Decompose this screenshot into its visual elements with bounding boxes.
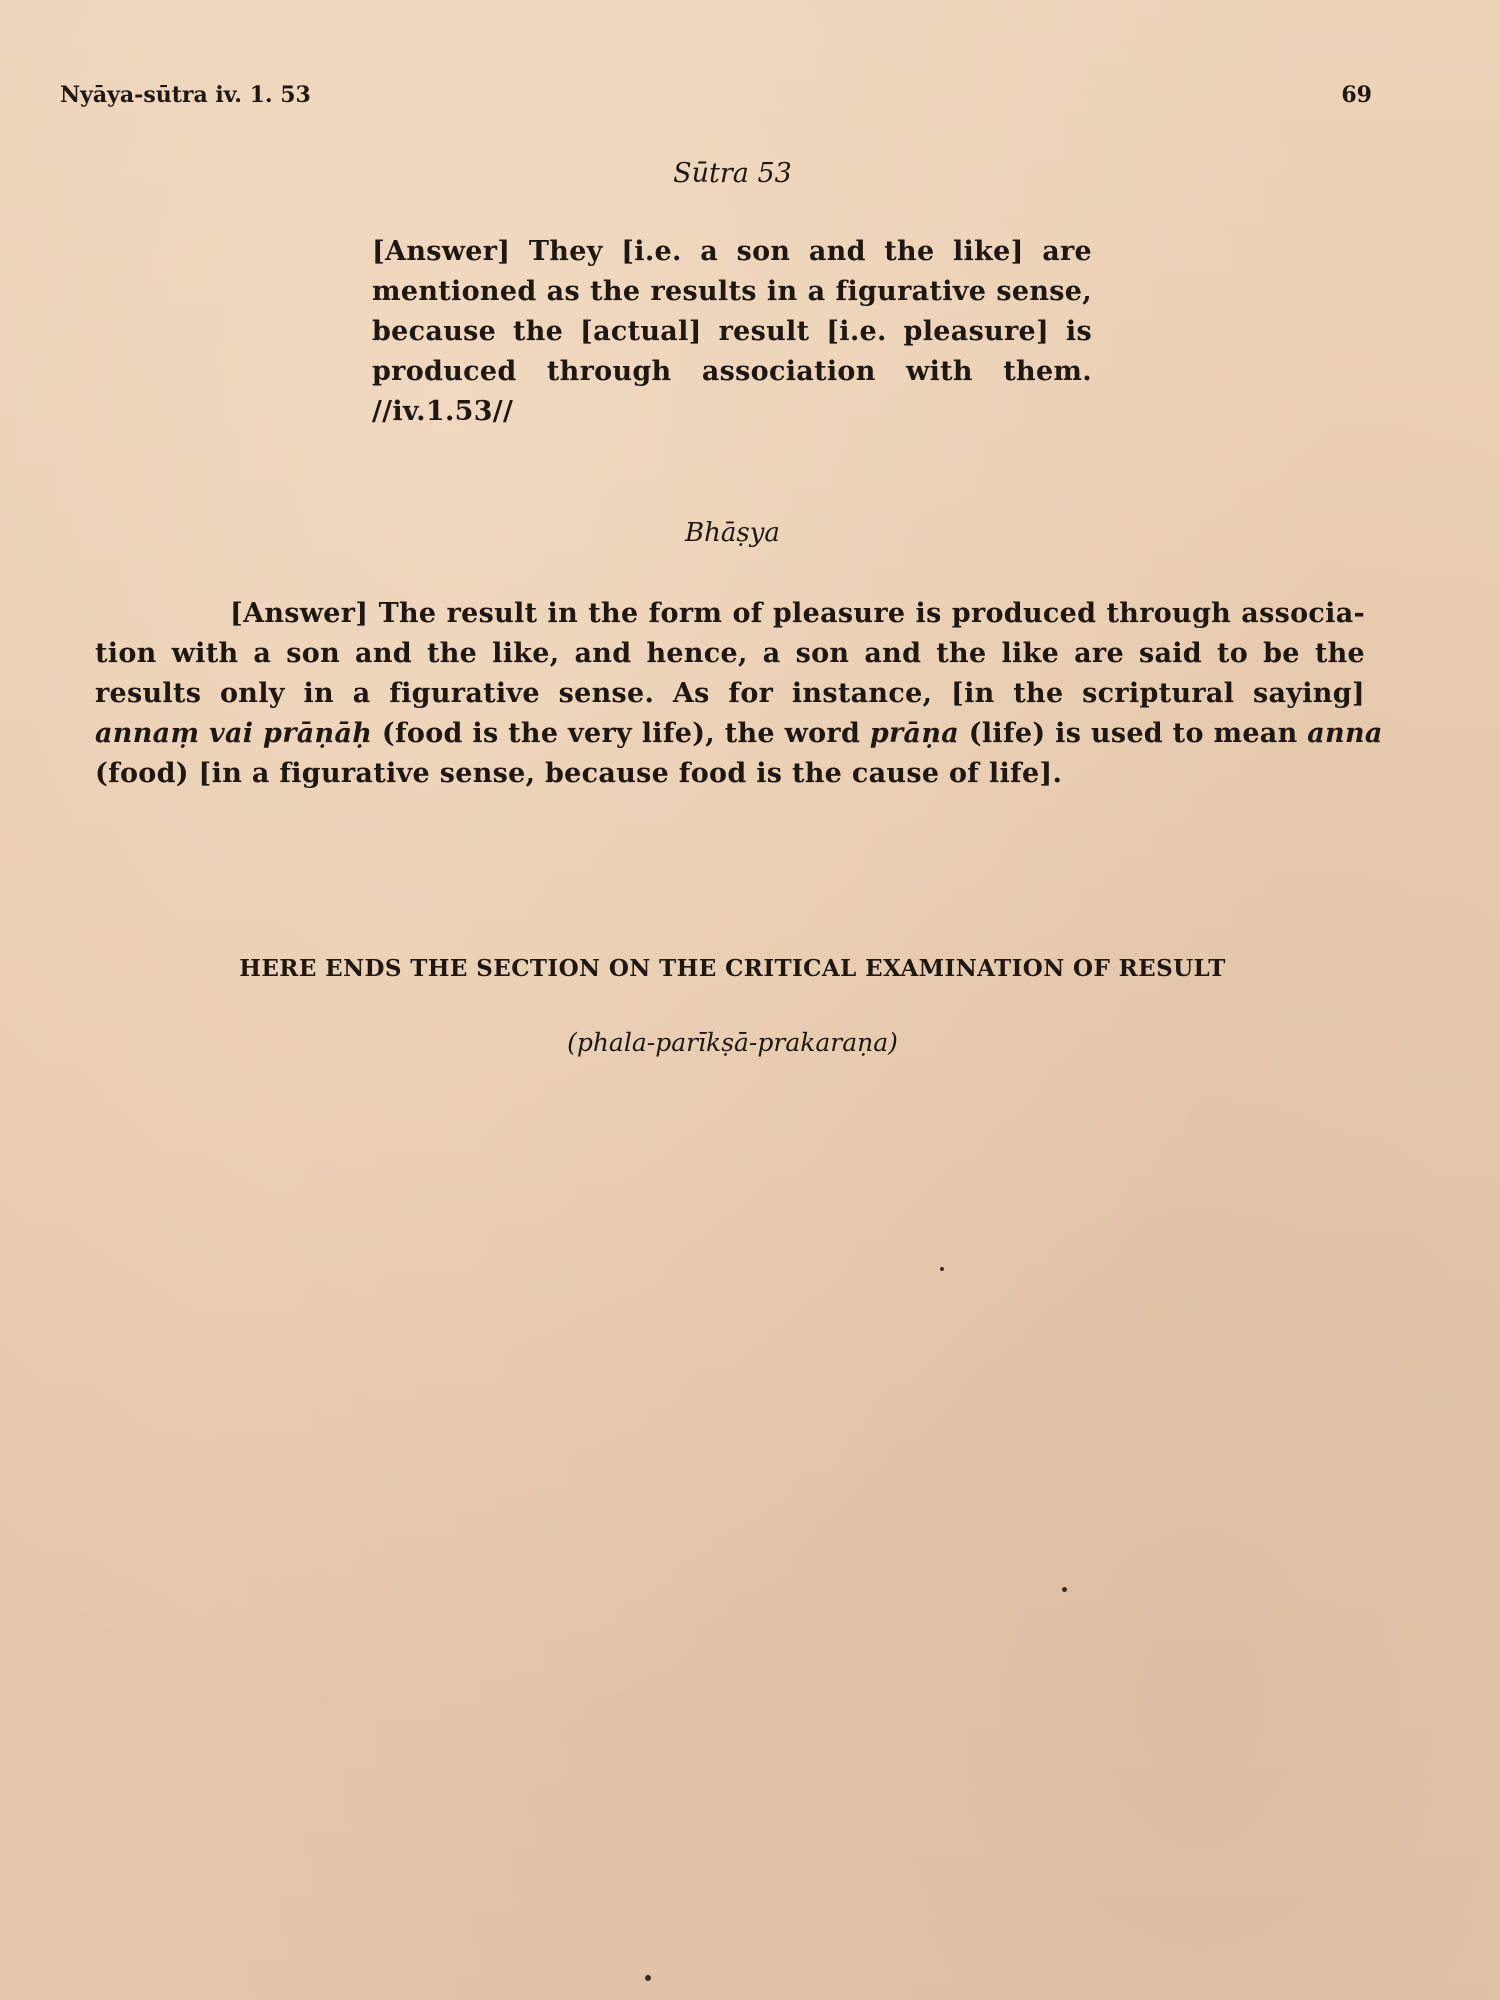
sutra-text — [372, 232, 1092, 432]
section-end-subtitle: (phala-parīkṣā-prakaraṇa) — [567, 1028, 898, 1057]
sutra-title: Sūtra 53 — [673, 158, 792, 189]
bhasya-line: (food) [in a figurative sense, because food is the cause of life]. — [95, 758, 1063, 789]
sanskrit-term: prāṇa — [869, 718, 960, 749]
bhasya-fragment: (food is the very life), the word — [372, 718, 870, 749]
paper-speck — [1062, 1587, 1067, 1592]
bhasya-line — [95, 714, 1383, 754]
sutra-reference: //iv.1.53// — [372, 396, 514, 427]
sanskrit-quote: annaṃ vai prāṇāḥ — [95, 718, 373, 749]
bhasya-line: results only in a figurative sense. As for instance, [in the scriptural saying] — [95, 678, 1365, 709]
bhasya-line: [Answer] The result in the form of pleasure is produced through associa- — [230, 598, 1365, 629]
sutra-line: produced through association with them. — [372, 356, 1092, 387]
section-end-heading: HERE ENDS THE SECTION ON THE CRITICAL EXAMINATION OF RESULT — [239, 955, 1226, 982]
sutra-line: mentioned as the results in a figurative sense, — [372, 276, 1092, 307]
bhasya-text — [95, 594, 1383, 794]
paper-speck — [645, 1975, 651, 1981]
sanskrit-term: anna — [1307, 718, 1383, 749]
bhasya-fragment: (life) is used to mean — [959, 718, 1308, 749]
bhasya-title: Bhāṣya — [685, 518, 780, 548]
sutra-line: [Answer] They [i.e. a son and the like] are — [372, 236, 1092, 267]
bhasya-line: tion with a son and the like, and hence, a son and the like are said to be the — [95, 638, 1365, 669]
page-number: 69 — [1341, 82, 1372, 108]
running-head: Nyāya-sūtra iv. 1. 53 — [60, 82, 311, 108]
paper-speck — [940, 1267, 944, 1271]
sutra-line: because the [actual] result [i.e. pleasure] is — [372, 316, 1092, 347]
